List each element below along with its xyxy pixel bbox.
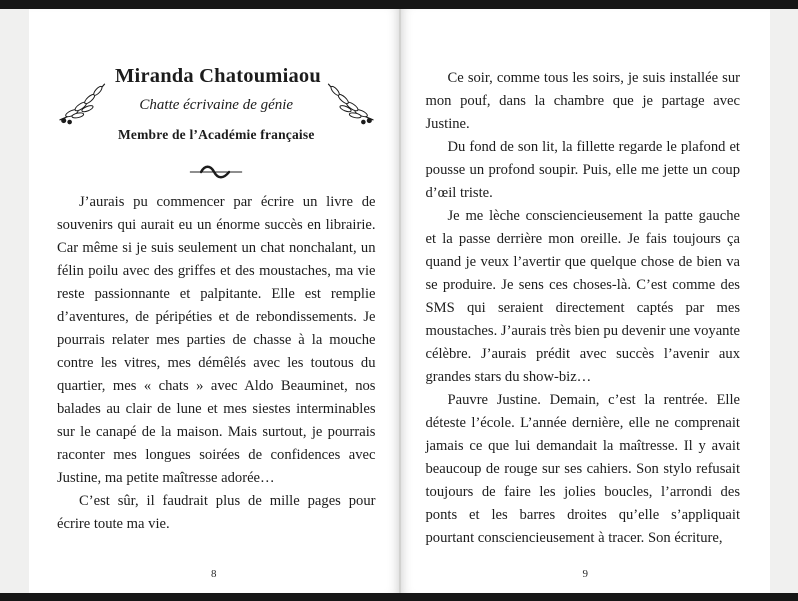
laurel-branch-right-icon [324,76,376,133]
chapter-subtitle: Chatte écrivaine de génie [139,97,294,113]
paragraph: Pauvre Justine. Demain, c’est la rentrée. Elle déteste l’école. L’année dernière, elle ne comprenait jamais ce que lui demandait la maîtresse. Il y avait beaucoup de rouge sur ses cahiers. Son stylo refusait toujours de faire les jolies boucles, l’arrondi des ponts et les barres droites qu’elle s’appliquait pourtant consciencieusement à tracer. Son écriture, [425,392,740,546]
left-page-number: 8 [211,568,217,580]
right-page [401,9,771,593]
left-page-body [57,191,376,536]
paragraph: C’est sûr, il faudrait plus de mille pages pour écrire toute ma vie. [57,493,376,532]
chapter-title-row [57,65,376,143]
book-spread [29,9,770,593]
chapter-heading-text [113,65,320,143]
vine-divider-icon [188,163,244,181]
left-page [29,9,399,593]
right-page-content [401,9,771,559]
paragraph: J’aurais pu commencer par écrire un livre de souvenirs qui aurait eu un énorme succès en librairie. Car même si je suis seulement un chat nonchalant, un félin poilu avec des griffes et des moustaches, ma vie reste passionnante et palpitante. Elle est remplie d’aventures, de péripéties et de rebondissements. Je pourrais relater mes parties de chasse à la mouche contre les vitres, mes démêlés avec les toutous du quartier, mes « chats » avec Aldo Beauminet, nos balades au clair de lune et mes siestes interminables sur le canapé de la maison. Mais surtout, je pourrais raconter mes longues soirées de confidences avec Justine, ma petite maîtresse adorée… [57,194,376,486]
chapter-title: Miranda Chatoumiaou [115,65,321,87]
chapter-header [57,9,376,181]
paragraph: Ce soir, comme tous les soirs, je suis installée sur mon pouf, dans la chambre que je partage avec Justine. [425,70,740,132]
left-page-content [29,9,399,559]
laurel-branch-left-icon [57,76,109,133]
right-page-number: 9 [582,568,588,580]
chapter-affiliation: Membre de l’Académie française [117,127,315,142]
right-page-body [426,9,741,550]
paragraph: Je me lèche consciencieusement la patte gauche et la passe derrière mon oreille. Je fais toujours ça quand je veux l’avertir que quelque chose de bien va se produire. Je sens ces choses-là. C’est comme des SMS qui seraient directement captés par mes moustaches. J’aurais très bien pu devenir une voyante célèbre. J’aurais prédit avec succès l’avenir aux grandes stars du show-biz… [425,208,740,385]
top-edge-bar [0,0,798,9]
bottom-edge-bar [0,593,798,601]
paragraph: Du fond de son lit, la fillette regarde le plafond et pousse un profond soupir. Puis, elle me jette un coup d’œil triste. [425,139,740,201]
